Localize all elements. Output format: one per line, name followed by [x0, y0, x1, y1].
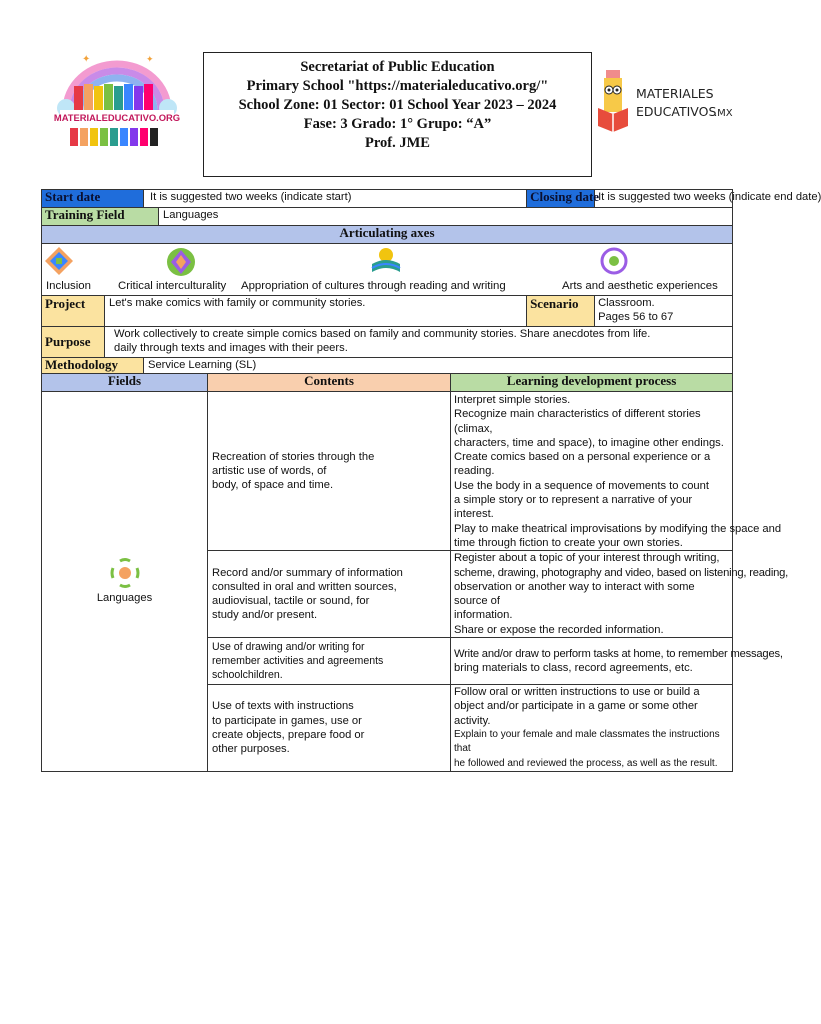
svg-text:MATERIALEDUCATIVO.ORG: MATERIALEDUCATIVO.ORG — [53, 112, 181, 123]
closing-date-value: It is suggested two weeks (indicate end date) — [595, 190, 733, 208]
start-date-value: It is suggested two weeks (indicate start) — [144, 190, 527, 208]
header-secretariat: Secretariat of Public Education — [300, 59, 495, 75]
purpose-value: Work collectively to create simple comics based on family and community stories. Share anecdotes from life. daily through texts and images with their peers. — [105, 327, 733, 358]
process-cell: Follow oral or written instructions to use or build a object and/or participate in a game or some other activity. Explain to your female and male classmates the instructions that he followed and reviewed the process, as well as the result. — [451, 685, 733, 772]
materiales-educativos-logo — [596, 64, 746, 144]
training-field-value: Languages — [159, 208, 733, 226]
fields-header: Fields — [42, 374, 208, 392]
interculturality-icon — [166, 246, 196, 278]
svg-text:EDUCATIVOS: EDUCATIVOS — [636, 104, 717, 119]
training-field-label: Training Field — [42, 208, 159, 226]
svg-text:✦: ✦ — [146, 54, 154, 64]
contents-header: Contents — [208, 374, 451, 392]
scenario-value: Classroom. Pages 56 to 67 — [595, 296, 733, 327]
methodology-value: Service Learning (SL) — [144, 358, 733, 374]
school-header — [203, 52, 592, 177]
axis-inclusion: Inclusion — [44, 244, 74, 276]
header-zone: School Zone: 01 Sector: 01 School Year 2023 – 2024 — [238, 97, 557, 113]
svg-text:MATERIALES: MATERIALES — [636, 86, 714, 101]
svg-text:.MX: .MX — [714, 108, 733, 119]
planning-table — [41, 189, 821, 772]
field-languages-label: Languages — [96, 592, 153, 605]
process-cell: Write and/or draw to perform tasks at home, to remember messages, bring materials to class, record agreements, etc. — [451, 638, 733, 685]
header-school: Primary School "https://materialeducativo.org/" — [246, 78, 549, 94]
project-value: Let's make comics with family or community stories. — [105, 296, 527, 327]
header-teacher: Prof. JME — [365, 135, 430, 151]
scenario-label: Scenario — [527, 296, 595, 327]
articulating-axes-title: Articulating axes — [42, 226, 733, 244]
content-cell: Record and/or summary of information consulted in oral and written sources, audiovisual, tactile or sound, for study and/or present. — [208, 551, 451, 638]
header-grade: Fase: 3 Grado: 1° Grupo: “A” — [303, 116, 492, 132]
reading-writing-icon — [370, 246, 402, 276]
axis-appropriation-of-cultures: Appropriation of cultures through reading and writing — [370, 244, 402, 276]
axis-arts-aesthetic: Arts and aesthetic experiences — [600, 244, 628, 276]
content-cell: Use of texts with instructions to participate in games, use or create objects, prepare food or other purposes. — [208, 685, 451, 772]
inclusion-icon — [44, 246, 74, 276]
methodology-label: Methodology — [42, 358, 144, 374]
process-cell: Interpret simple stories. Recognize main characteristics of different stories (climax, characters, time and space), to imagine other endings. Create comics based on a personal experience or a reading. Use the body in a sequence of movements to count a simple story or to represent a narrative of your interest. Play to make theatrical improvisations by modifying the space and time through fiction to create your own stories. — [451, 392, 733, 551]
content-cell: Use of drawing and/or writing for remember activities and agreements schoolchildren. — [208, 638, 451, 685]
content-cell: Recreation of stories through the artistic use of words, of body, of space and time. — [208, 392, 451, 551]
svg-text:✦: ✦ — [82, 54, 91, 65]
field-cell-languages — [42, 392, 208, 772]
materialeducativo-logo — [52, 48, 182, 152]
arts-icon — [600, 246, 628, 276]
axis-critical-interculturality: Critical interculturality — [158, 244, 196, 278]
purpose-label: Purpose — [42, 327, 105, 358]
start-date-label: Start date — [42, 190, 144, 208]
closing-date-label: Closing date — [527, 190, 595, 208]
table-row — [42, 392, 733, 551]
project-label: Project — [42, 296, 105, 327]
process-header: Learning development process — [451, 374, 733, 392]
articulating-axes-row — [42, 244, 733, 296]
process-cell: Register about a topic of your interest through writing, scheme, drawing, photography and video, based on listening, reading, observation or another way to interact with some source of information. Share or expose the recorded information. — [451, 551, 733, 638]
languages-icon — [110, 557, 140, 589]
